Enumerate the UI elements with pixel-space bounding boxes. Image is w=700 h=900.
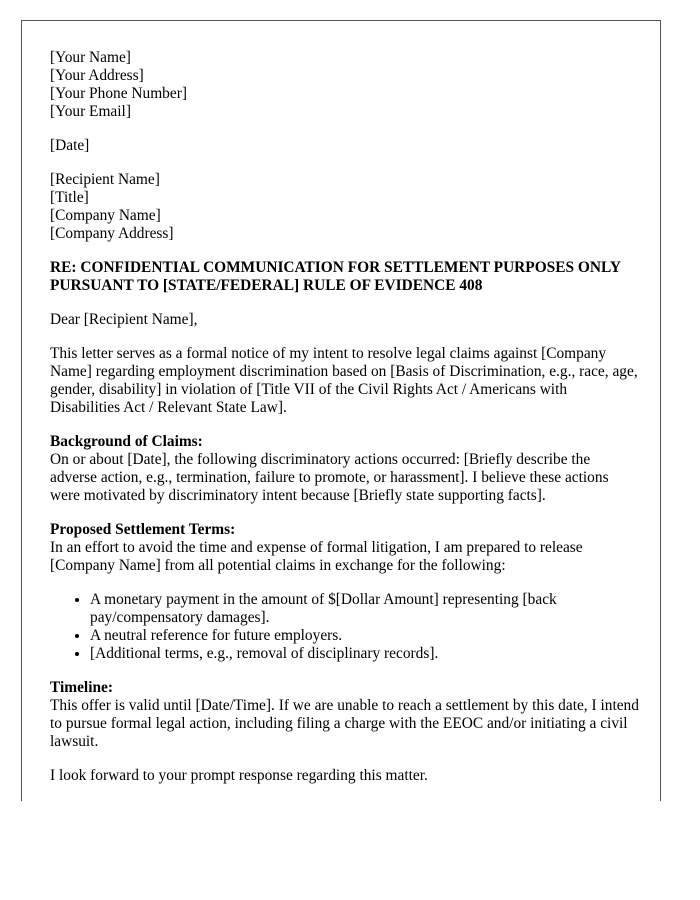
- timeline-text: This offer is valid until [Date/Time]. If we are unable to reach a settlement by this date, I intend to pursue formal legal action, including filing a charge with the EEOC and/or initiating a civil lawsuit.: [50, 697, 639, 750]
- terms-list: [50, 591, 640, 663]
- terms-heading: Proposed Settlement Terms:: [50, 521, 236, 538]
- sender-email: [Your Email]: [50, 103, 131, 120]
- salutation: Dear [Recipient Name],: [50, 311, 198, 328]
- terms-text: In an effort to avoid the time and expense of formal litigation, I am prepared to release [Company Name] from all potential claims in exchange for the following:: [50, 539, 583, 574]
- list-item: • A neutral reference for future employers.: [90, 627, 640, 645]
- letter-page: [21, 20, 661, 801]
- recipient-block: [50, 171, 640, 243]
- list-item: • A monetary payment in the amount of $[Dollar Amount] representing [back pay/compensatory damages].: [90, 591, 640, 627]
- letter-content: [50, 49, 640, 801]
- subject-line: RE: CONFIDENTIAL COMMUNICATION FOR SETTLEMENT PURPOSES ONLY PURSUANT TO [STATE/FEDERAL] RULE OF EVIDENCE 408: [50, 259, 621, 294]
- sender-phone: [Your Phone Number]: [50, 85, 187, 102]
- background-text: On or about [Date], the following discriminatory actions occurred: [Briefly describe the adverse action, e.g., termination, failure to promote, or harassment]. I believe these actions were motivated by discriminatory intent because [Briefly state supporting facts].: [50, 451, 609, 504]
- timeline-section: [50, 679, 640, 751]
- sender-block: [50, 49, 640, 121]
- recipient-company: [Company Name]: [50, 207, 161, 224]
- terms-section: [50, 521, 640, 575]
- date-block: [50, 137, 640, 155]
- closing-paragraph: I look forward to your prompt response regarding this matter.: [50, 767, 428, 784]
- recipient-name: [Recipient Name]: [50, 171, 160, 188]
- recipient-title: [Title]: [50, 189, 89, 206]
- intro-paragraph: This letter serves as a formal notice of my intent to resolve legal claims against [Company Name] regarding employment discrimination based on [Basis of Discrimination, e.g., race, age, gender, disability] in violation of [Title VII of the Civil Rights Act / Americans with Disabilities Act / Relevant State Law].: [50, 345, 638, 416]
- sender-address: [Your Address]: [50, 67, 144, 84]
- list-item: • [Additional terms, e.g., removal of disciplinary records].: [90, 645, 640, 663]
- letter-date: [Date]: [50, 137, 90, 154]
- timeline-heading: Timeline:: [50, 679, 113, 696]
- background-section: [50, 433, 640, 505]
- sender-name: [Your Name]: [50, 49, 131, 66]
- recipient-company-address: [Company Address]: [50, 225, 174, 242]
- background-heading: Background of Claims:: [50, 433, 203, 450]
